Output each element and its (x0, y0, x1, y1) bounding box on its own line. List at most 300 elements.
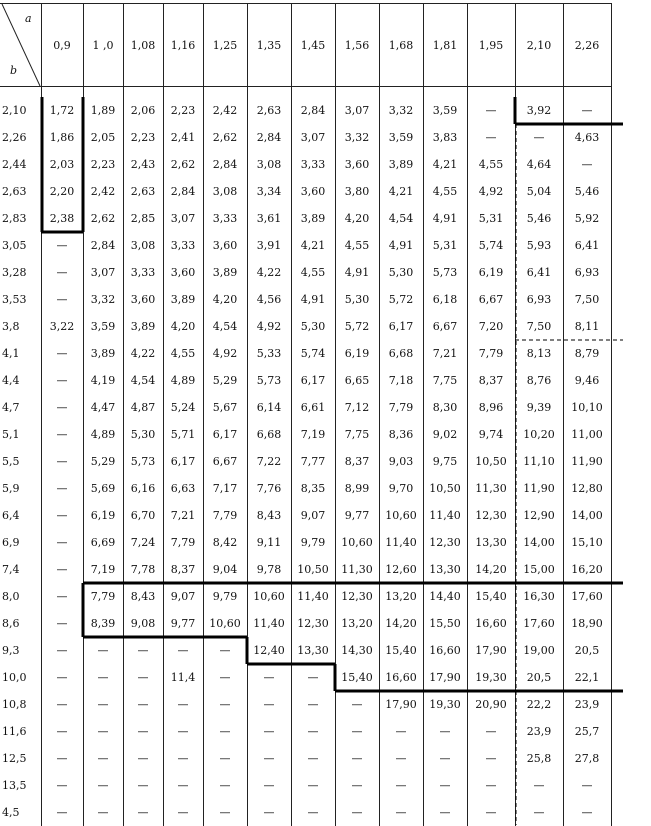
corner-label-b: b (10, 64, 17, 77)
table-cell: — (247, 772, 291, 799)
table-cell: 3,60 (163, 259, 203, 286)
table-row (0, 799, 611, 826)
table-cell: — (563, 799, 611, 826)
table-cell: — (163, 637, 203, 664)
table-cell: 7,79 (379, 394, 423, 421)
table-cell: — (123, 637, 163, 664)
table-cell: 2,06 (123, 97, 163, 124)
table-cell: 2,62 (83, 205, 123, 232)
table-row (0, 556, 611, 583)
table-cell: 9,07 (291, 502, 335, 529)
table-cell: 11,30 (467, 475, 515, 502)
table-cell: — (41, 421, 83, 448)
table-cell: — (203, 718, 247, 745)
table-cell: — (291, 691, 335, 718)
table-cell: — (123, 691, 163, 718)
column-header-a: 1,95 (467, 4, 515, 87)
table-cell: 6,17 (203, 421, 247, 448)
table-cell: 6,93 (515, 286, 563, 313)
table-cell: 5,67 (203, 394, 247, 421)
table-cell: 8,79 (563, 340, 611, 367)
table-cell: 8,43 (247, 502, 291, 529)
table-cell: — (41, 448, 83, 475)
table-cell: 6,65 (335, 367, 379, 394)
table-cell: 9,78 (247, 556, 291, 583)
table-cell: 5,46 (515, 205, 563, 232)
table-cell: 4,92 (203, 340, 247, 367)
table-cell: 3,32 (83, 286, 123, 313)
table-cell: 3,22 (41, 313, 83, 340)
table-cell: 6,19 (335, 340, 379, 367)
table-cell: 9,70 (379, 475, 423, 502)
table-cell: — (203, 637, 247, 664)
table-cell: 4,91 (423, 205, 467, 232)
table-cell: 5,73 (423, 259, 467, 286)
table-cell: 3,59 (379, 124, 423, 151)
spacer-cell (335, 87, 379, 98)
table-cell: — (203, 772, 247, 799)
table-cell: — (41, 394, 83, 421)
table-cell: 6,18 (423, 286, 467, 313)
dimension-table (0, 3, 612, 826)
table-cell: 2,63 (247, 97, 291, 124)
table-cell: 27,8 (563, 745, 611, 772)
table-cell: 7,24 (123, 529, 163, 556)
table-cell: 7,77 (291, 448, 335, 475)
table-cell: 9,77 (163, 610, 203, 637)
table-cell: 7,76 (247, 475, 291, 502)
table-cell: 5,33 (247, 340, 291, 367)
table-cell: 3,60 (291, 178, 335, 205)
table-cell: 6,68 (379, 340, 423, 367)
spacer-cell (467, 87, 515, 98)
row-header-b: 8,0 (0, 583, 41, 610)
table-cell: 6,67 (423, 313, 467, 340)
table-cell: 7,22 (247, 448, 291, 475)
table-cell: 17,90 (467, 637, 515, 664)
table-cell: — (423, 745, 467, 772)
row-header-b: 2,44 (0, 151, 41, 178)
table-cell: 13,30 (291, 637, 335, 664)
table-cell: 7,75 (335, 421, 379, 448)
column-header-a: 0,9 (41, 4, 83, 87)
table-cell: 14,30 (335, 637, 379, 664)
table-cell: — (41, 259, 83, 286)
table-cell: 7,79 (163, 529, 203, 556)
table-cell: 20,5 (515, 664, 563, 691)
table-cell: 5,71 (163, 421, 203, 448)
table-cell: 25,7 (563, 718, 611, 745)
table-cell: 2,85 (123, 205, 163, 232)
table-cell: 4,55 (335, 232, 379, 259)
table-cell: 9,08 (123, 610, 163, 637)
table-cell: 4,22 (247, 259, 291, 286)
table-cell: 12,30 (335, 583, 379, 610)
table-cell: — (467, 97, 515, 124)
table-cell: — (163, 745, 203, 772)
table-cell: 8,35 (291, 475, 335, 502)
table-cell: 6,69 (83, 529, 123, 556)
row-header-b: 4,7 (0, 394, 41, 421)
table-cell: 10,50 (423, 475, 467, 502)
table-cell: 4,54 (203, 313, 247, 340)
row-header-b: 3,8 (0, 313, 41, 340)
table-cell: 11,40 (247, 610, 291, 637)
spacer-cell (515, 87, 563, 98)
row-header-b: 2,26 (0, 124, 41, 151)
table-cell: 14,20 (467, 556, 515, 583)
table-row (0, 205, 611, 232)
table-cell: 4,47 (83, 394, 123, 421)
table-cell: 4,21 (423, 151, 467, 178)
table-cell: 11,90 (563, 448, 611, 475)
table-cell: 12,60 (379, 556, 423, 583)
table-cell: 2,84 (163, 178, 203, 205)
spacer-cell (83, 87, 123, 98)
table-cell: 16,60 (423, 637, 467, 664)
table-cell: 10,10 (563, 394, 611, 421)
table-cell: 15,00 (515, 556, 563, 583)
table-cell: — (515, 799, 563, 826)
table-cell: 19,30 (423, 691, 467, 718)
table-cell: 8,30 (423, 394, 467, 421)
table-cell: 6,17 (291, 367, 335, 394)
table-cell: 5,69 (83, 475, 123, 502)
table-cell: 3,89 (291, 205, 335, 232)
table-cell: 5,30 (379, 259, 423, 286)
spacer-cell (203, 87, 247, 98)
table-cell: 5,31 (467, 205, 515, 232)
table-cell: 4,87 (123, 394, 163, 421)
table-cell: 5,30 (335, 286, 379, 313)
table-cell: — (41, 745, 83, 772)
table-cell: 8,42 (203, 529, 247, 556)
table-cell: — (123, 718, 163, 745)
table-cell: 4,92 (467, 178, 515, 205)
table-row (0, 232, 611, 259)
table-cell: 10,50 (291, 556, 335, 583)
table-cell: 11,4 (163, 664, 203, 691)
column-header-a: 1,81 (423, 4, 467, 87)
table-row (0, 313, 611, 340)
table-cell: 2,05 (83, 124, 123, 151)
row-header-b: 6,4 (0, 502, 41, 529)
table-cell: — (335, 772, 379, 799)
table-cell: 4,56 (247, 286, 291, 313)
spacer-cell (41, 87, 83, 98)
table-cell: 7,79 (467, 340, 515, 367)
table-cell: 3,80 (335, 178, 379, 205)
table-cell: 3,33 (291, 151, 335, 178)
table-cell: 7,21 (163, 502, 203, 529)
table-cell: 10,60 (335, 529, 379, 556)
table-cell: 5,73 (123, 448, 163, 475)
table-cell: 7,19 (83, 556, 123, 583)
column-header-a: 2,26 (563, 4, 611, 87)
table-cell: 9,46 (563, 367, 611, 394)
table-cell: 16,60 (467, 610, 515, 637)
table-cell: 8,13 (515, 340, 563, 367)
table-cell: 5,30 (123, 421, 163, 448)
table-cell: — (41, 286, 83, 313)
table-cell: 2,84 (247, 124, 291, 151)
table-cell: 20,5 (563, 637, 611, 664)
table-cell: 4,20 (335, 205, 379, 232)
table-row (0, 529, 611, 556)
table-row (0, 475, 611, 502)
table-cell: 11,40 (291, 583, 335, 610)
table-row (0, 286, 611, 313)
table-cell: — (41, 340, 83, 367)
table-cell: 4,55 (423, 178, 467, 205)
table-cell: 14,20 (379, 610, 423, 637)
row-header-b: 6,9 (0, 529, 41, 556)
table-cell: 8,76 (515, 367, 563, 394)
table-cell: — (123, 745, 163, 772)
row-header-b: 4,4 (0, 367, 41, 394)
spacer-cell (163, 87, 203, 98)
table-cell: — (41, 529, 83, 556)
table-cell: 5,74 (291, 340, 335, 367)
table-cell: 9,75 (423, 448, 467, 475)
table-cell: — (41, 637, 83, 664)
table-row (0, 691, 611, 718)
table-cell: 7,50 (515, 313, 563, 340)
table-cell: — (247, 745, 291, 772)
table-cell: — (41, 556, 83, 583)
table-cell: 3,92 (515, 97, 563, 124)
table-cell: 22,1 (563, 664, 611, 691)
spacer-cell (563, 87, 611, 98)
table-cell: 14,00 (515, 529, 563, 556)
table-cell: 7,17 (203, 475, 247, 502)
table-cell: 9,04 (203, 556, 247, 583)
table-cell: 2,41 (163, 124, 203, 151)
table-cell: 15,10 (563, 529, 611, 556)
table-cell: 8,37 (335, 448, 379, 475)
table-cell: 2,84 (83, 232, 123, 259)
table-cell: 12,80 (563, 475, 611, 502)
table-cell: 10,60 (379, 502, 423, 529)
table-cell: — (41, 664, 83, 691)
table-cell: 6,19 (83, 502, 123, 529)
table-cell: 4,54 (123, 367, 163, 394)
table-cell: 5,72 (335, 313, 379, 340)
table-cell: 3,33 (123, 259, 163, 286)
table-cell: 4,54 (379, 205, 423, 232)
table-cell: 13,20 (379, 583, 423, 610)
table-cell: 6,19 (467, 259, 515, 286)
table-cell: 8,36 (379, 421, 423, 448)
table-cell: 3,89 (123, 313, 163, 340)
table-cell: 11,10 (515, 448, 563, 475)
spacer-cell (291, 87, 335, 98)
table-cell: 3,89 (379, 151, 423, 178)
table-cell: — (247, 718, 291, 745)
table-cell: 3,60 (203, 232, 247, 259)
row-header-b: 8,6 (0, 610, 41, 637)
row-header-b: 5,9 (0, 475, 41, 502)
table-cell: — (163, 718, 203, 745)
table-cell: — (247, 799, 291, 826)
row-header-b: 4,1 (0, 340, 41, 367)
table-cell: — (515, 124, 563, 151)
table-cell: 8,37 (163, 556, 203, 583)
table-cell: 8,43 (123, 583, 163, 610)
table-cell: 6,70 (123, 502, 163, 529)
column-header-a: 1,08 (123, 4, 163, 87)
table-cell: — (123, 664, 163, 691)
table-cell: 2,63 (123, 178, 163, 205)
table-cell: — (41, 610, 83, 637)
header-row (0, 4, 611, 87)
table-cell: 25,8 (515, 745, 563, 772)
table-cell: 15,40 (335, 664, 379, 691)
table-cell: — (563, 97, 611, 124)
table-row (0, 637, 611, 664)
table-cell: 1,72 (41, 97, 83, 124)
table-cell: — (515, 772, 563, 799)
table-cell: 3,07 (163, 205, 203, 232)
table-cell: — (41, 718, 83, 745)
table-cell: 17,60 (563, 583, 611, 610)
table-cell: — (41, 475, 83, 502)
table-cell: 4,55 (467, 151, 515, 178)
table-cell: 3,08 (203, 178, 247, 205)
table-cell: — (467, 124, 515, 151)
table-cell: 2,03 (41, 151, 83, 178)
table-row (0, 421, 611, 448)
table-cell: 1,89 (83, 97, 123, 124)
row-header-b: 4,5 (0, 799, 41, 826)
table-cell: 2,84 (291, 97, 335, 124)
table-cell: — (423, 799, 467, 826)
table-cell: 9,03 (379, 448, 423, 475)
row-header-b: 9,3 (0, 637, 41, 664)
table-cell: 11,30 (335, 556, 379, 583)
table-cell: 7,20 (467, 313, 515, 340)
table-row (0, 718, 611, 745)
row-header-b: 2,63 (0, 178, 41, 205)
table-row (0, 772, 611, 799)
table-cell: 3,89 (83, 340, 123, 367)
table-cell: — (41, 232, 83, 259)
table-cell: 12,30 (467, 502, 515, 529)
table-cell: — (83, 772, 123, 799)
table-cell: 6,61 (291, 394, 335, 421)
table-cell: 7,21 (423, 340, 467, 367)
row-header-b: 13,5 (0, 772, 41, 799)
table-cell: 6,17 (163, 448, 203, 475)
table-cell: 3,33 (203, 205, 247, 232)
table-cell: 9,02 (423, 421, 467, 448)
table-row (0, 394, 611, 421)
table-cell: 15,40 (379, 637, 423, 664)
table-cell: 4,89 (83, 421, 123, 448)
table-cell: 7,79 (83, 583, 123, 610)
table-cell: — (123, 799, 163, 826)
table-cell: 6,17 (379, 313, 423, 340)
table-cell: 2,62 (203, 124, 247, 151)
table-cell: — (379, 772, 423, 799)
table-cell: 3,07 (335, 97, 379, 124)
table-cell: 6,41 (515, 259, 563, 286)
table-cell: — (203, 745, 247, 772)
table-body (0, 87, 611, 826)
table-cell: 16,60 (379, 664, 423, 691)
table-cell: — (291, 718, 335, 745)
table-cell: — (467, 772, 515, 799)
table-cell: 5,93 (515, 232, 563, 259)
row-header-b: 5,1 (0, 421, 41, 448)
table-cell: — (203, 691, 247, 718)
table-cell: 3,59 (83, 313, 123, 340)
table-cell: 3,60 (123, 286, 163, 313)
table-cell: — (563, 151, 611, 178)
column-header-a: 1,68 (379, 4, 423, 87)
table-cell: 4,91 (335, 259, 379, 286)
table-cell: 8,11 (563, 313, 611, 340)
table-row (0, 151, 611, 178)
table-row (0, 610, 611, 637)
table-cell: — (83, 745, 123, 772)
table-cell: 15,40 (467, 583, 515, 610)
table-cell: 10,50 (467, 448, 515, 475)
table-cell: 17,60 (515, 610, 563, 637)
table-cell: 3,60 (335, 151, 379, 178)
table-cell: 6,14 (247, 394, 291, 421)
spacer-cell (123, 87, 163, 98)
table-cell: 5,73 (247, 367, 291, 394)
row-header-b: 12,5 (0, 745, 41, 772)
table-cell: 7,50 (563, 286, 611, 313)
corner-diagonal (0, 4, 41, 86)
table-cell: — (291, 664, 335, 691)
table-cell: 13,30 (423, 556, 467, 583)
table-cell: 4,19 (83, 367, 123, 394)
table-row (0, 259, 611, 286)
table-cell: 3,08 (123, 232, 163, 259)
table-cell: — (83, 691, 123, 718)
table-cell: 2,43 (123, 151, 163, 178)
table-cell: 11,90 (515, 475, 563, 502)
table-cell: 23,9 (563, 691, 611, 718)
table-cell: — (163, 691, 203, 718)
table-cell: 16,20 (563, 556, 611, 583)
row-header-b: 3,05 (0, 232, 41, 259)
table-cell: — (41, 691, 83, 718)
table-cell: — (41, 799, 83, 826)
table-cell: 4,64 (515, 151, 563, 178)
table-cell: — (335, 718, 379, 745)
table-cell: 3,91 (247, 232, 291, 259)
table-cell: — (335, 799, 379, 826)
table-cell: 2,23 (123, 124, 163, 151)
table-cell: 12,40 (247, 637, 291, 664)
table-cell: 9,07 (163, 583, 203, 610)
table-cell: — (203, 664, 247, 691)
table-cell: 19,00 (515, 637, 563, 664)
table-cell: 2,38 (41, 205, 83, 232)
table-cell: 4,63 (563, 124, 611, 151)
table-row (0, 745, 611, 772)
table-cell: 3,89 (163, 286, 203, 313)
table-cell: 14,00 (563, 502, 611, 529)
table-cell: 4,22 (123, 340, 163, 367)
table-cell: 6,41 (563, 232, 611, 259)
table-cell: 4,91 (379, 232, 423, 259)
table-cell: 9,77 (335, 502, 379, 529)
